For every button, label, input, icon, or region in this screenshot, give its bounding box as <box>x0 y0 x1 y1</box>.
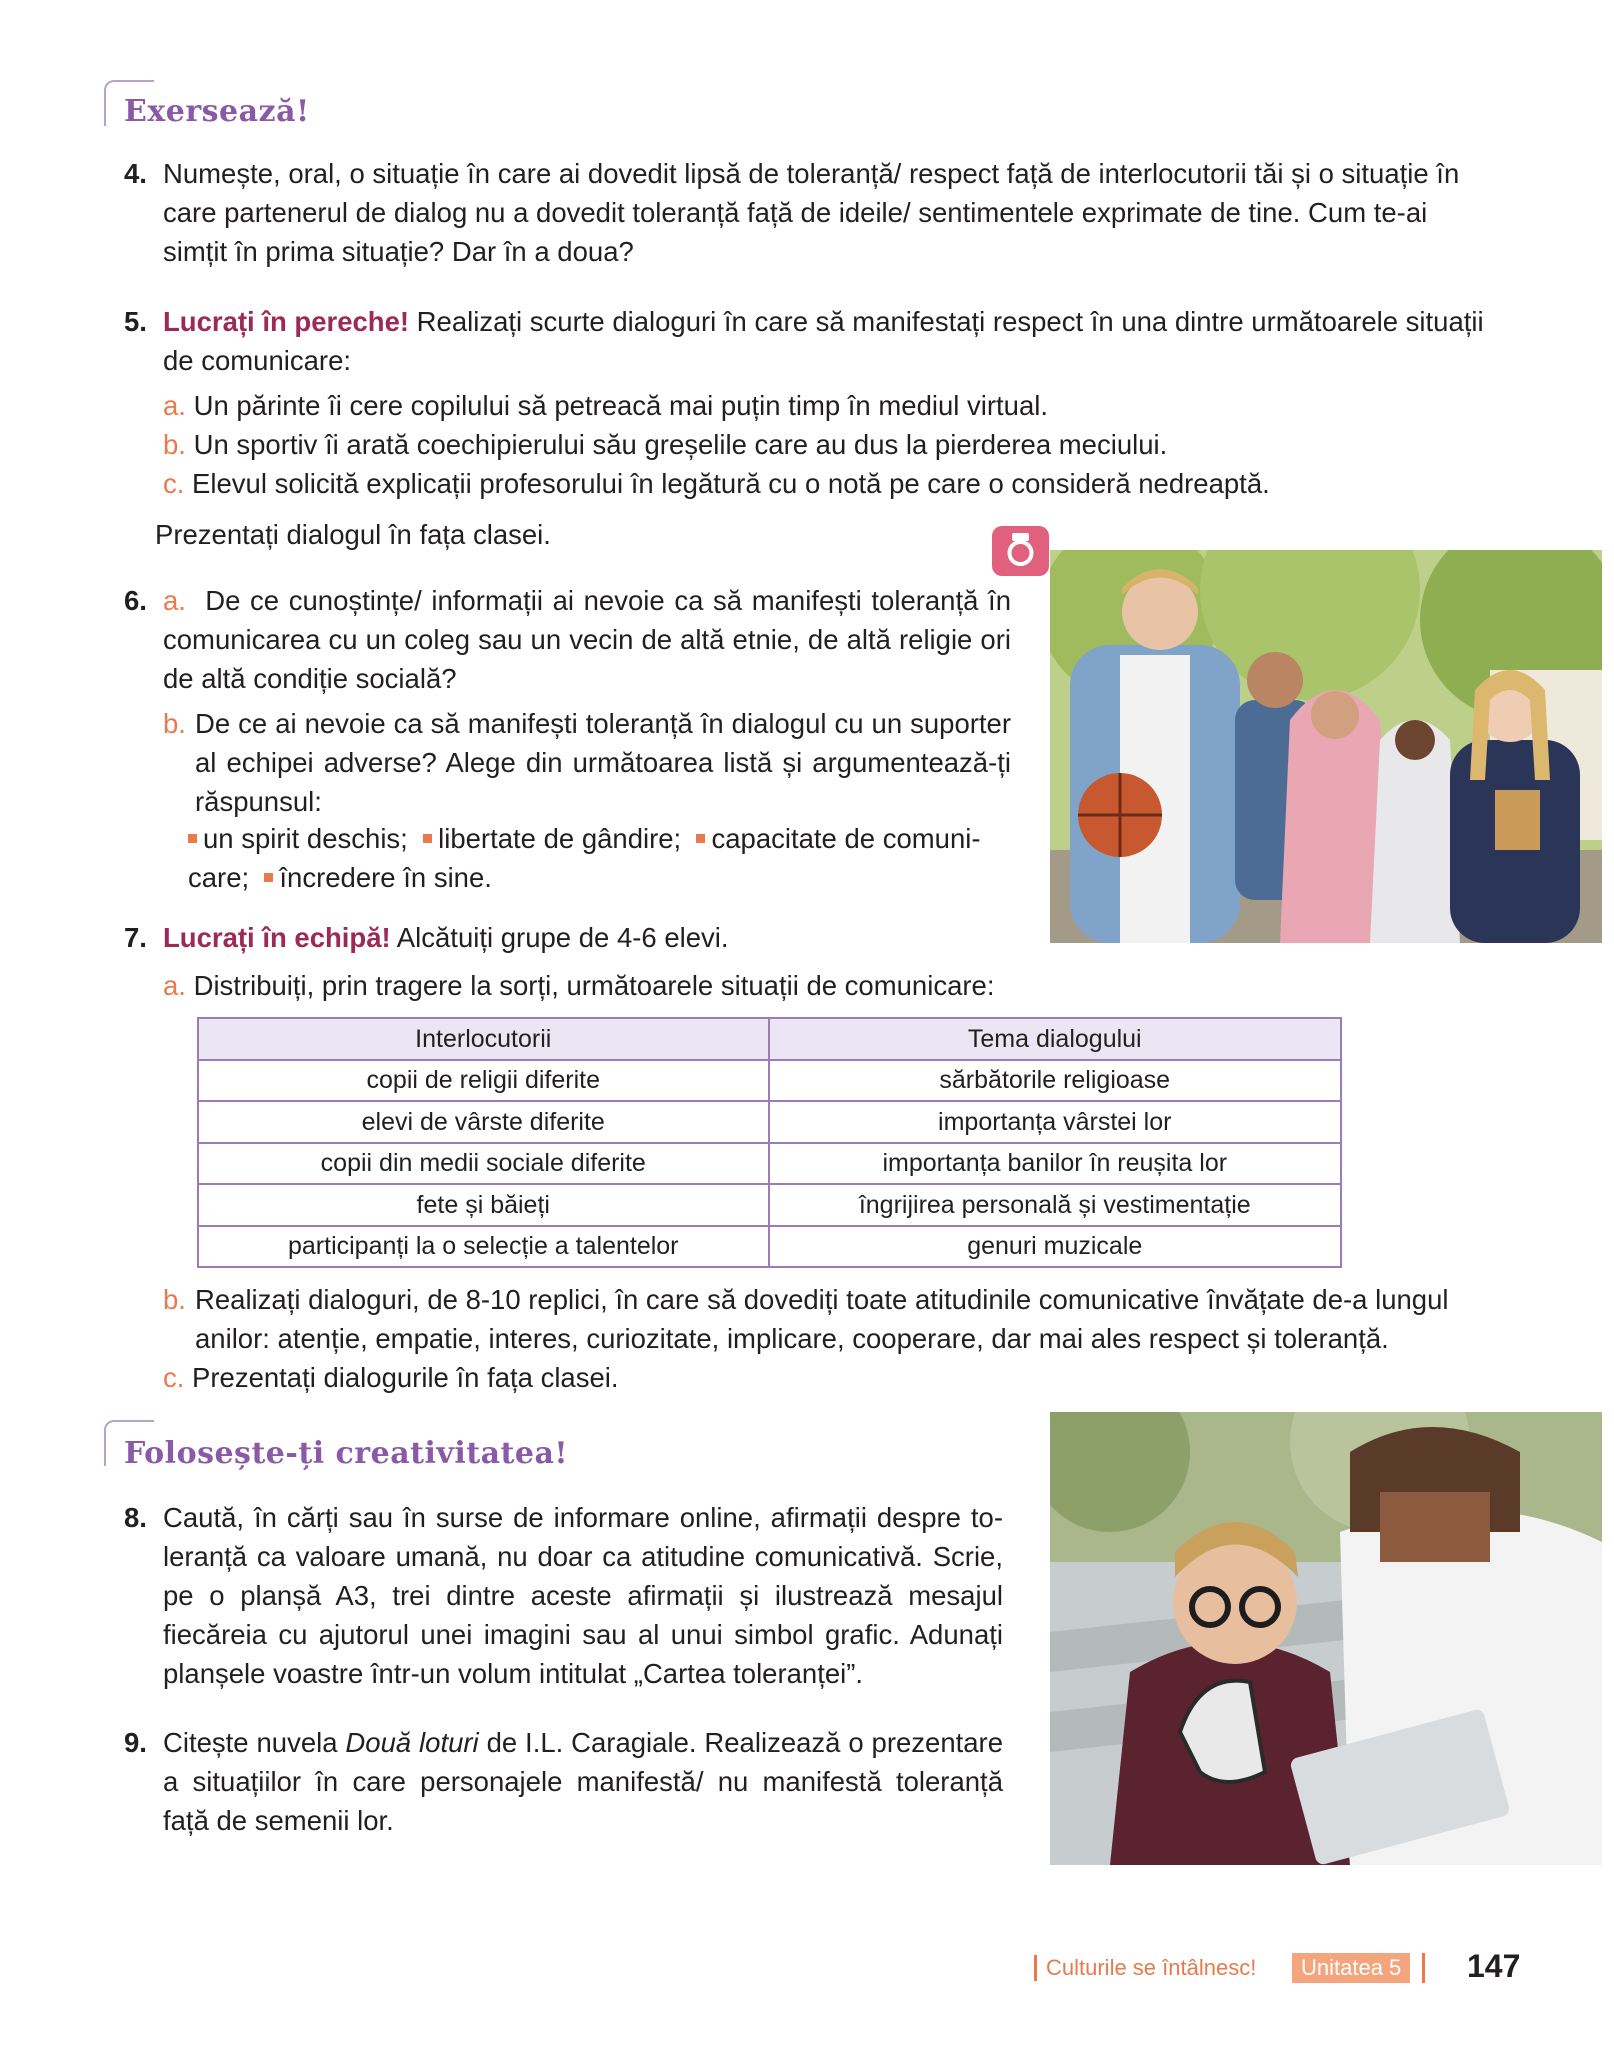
camera-icon <box>992 526 1049 576</box>
option: încredere în sine. <box>279 862 492 893</box>
bullet <box>264 873 273 882</box>
option: libertate de gândire; <box>438 823 682 854</box>
exercise-7b <box>195 1280 1449 1358</box>
table-cell: copii din medii sociale diferite <box>198 1143 769 1185</box>
table-row <box>198 1101 1341 1143</box>
item-letter: a. <box>163 970 186 1001</box>
item-letter: a. <box>163 585 186 616</box>
table-cell: îngrijirea personală și vestimentație <box>769 1184 1341 1226</box>
exercise-8-text <box>163 1498 1003 1693</box>
item-text: Distribuiți, prin tragere la sorți, următoarele situații de comunicare: <box>193 970 995 1001</box>
exercise-6a <box>163 581 1011 698</box>
exercise-8-number: 8. <box>124 1502 147 1533</box>
exercise-6a-line: comunicarea cu un coleg sau un vecin de altă etnie, de altă religie ori <box>163 624 1011 655</box>
column-header: Interlocutorii <box>198 1018 769 1060</box>
exercise-4-text <box>163 154 1495 271</box>
footer-badge-edge <box>1422 1953 1425 1983</box>
exercise-9-number: 9. <box>124 1727 147 1758</box>
exercise-6-number: 6. <box>124 585 147 616</box>
exercise-6b <box>195 704 1011 821</box>
exercise-8-line: Caută, în cărți sau în surse de informare online, afirmații despre to- <box>163 1502 1003 1533</box>
table-cell: importanța vârstei lor <box>769 1101 1341 1143</box>
exercise-8-line: leranță ca valoare umană, nu doar ca atitudine comunicativă. Scrie, <box>163 1541 1003 1572</box>
exercise-5-items <box>163 386 1270 503</box>
table-header-row <box>198 1018 1341 1060</box>
exercise-5-text <box>163 302 1484 380</box>
option: capacitate de comuni- <box>711 823 981 854</box>
exercise-6b-line: răspunsul: <box>195 786 322 817</box>
exercise-9-intro-end: de I.L. Caragiale. Realizează o prezentare <box>478 1727 1004 1758</box>
page-number: 147 <box>1467 1948 1521 1984</box>
exercise-6-options <box>188 819 981 897</box>
exercise-9-line: a situațiilor în care personajele manifestă/ nu manifestă toleranță <box>163 1766 1003 1797</box>
exercise-7b-line: anilor: atenție, empatie, interes, curiozitate, implicare, cooperare, dar mai ales respect și toleranță. <box>195 1323 1389 1354</box>
table-row <box>198 1060 1341 1102</box>
exercise-4-line: Numește, oral, o situație în care ai dovedit lipsă de toleranță/ respect față de interlocutorii tăi și o situație în <box>163 158 1460 189</box>
item-text: De ce cunoștințe/ informații ai nevoie ca să manifești toleranță în <box>205 585 1011 616</box>
table-cell: genuri muzicale <box>769 1226 1341 1268</box>
novel-title: Două loturi <box>345 1727 479 1758</box>
boys-illustration <box>1050 1412 1602 1865</box>
exercise-5-number: 5. <box>124 306 147 337</box>
item-letter: a. <box>163 390 186 421</box>
exercise-4-number: 4. <box>124 158 147 189</box>
table-cell: elevi de vârste diferite <box>198 1101 769 1143</box>
list-item <box>163 425 1270 464</box>
creativity-heading: Folosește-ți creativitatea! <box>124 1436 569 1471</box>
item-text: Prezentați dialogurile în fața clasei. <box>192 1362 619 1393</box>
exercise-8-line: fiecăreia cu ajutorul unei imagini sau al unui simbol grafic. Adunați <box>163 1619 1003 1650</box>
exercise-4-line: care partenerul de dialog nu a dovedit toleranță față de ideile/ sentimentele exprimate de tine. Cum te-ai <box>163 197 1428 228</box>
exercise-7-number: 7. <box>124 922 147 953</box>
exercise-8-line: planșele voastre într-un volum intitulat „Cartea toleranței”. <box>163 1658 864 1689</box>
exercise-6b-letter <box>163 704 186 743</box>
option: un spirit deschis; <box>203 823 408 854</box>
item-letter: b. <box>163 1284 186 1315</box>
exercise-5-instruction-end: de comunicare: <box>163 345 352 376</box>
students-photo <box>1050 550 1602 943</box>
exercise-6a-line: de altă condiție socială? <box>163 663 457 694</box>
situations-table <box>197 1017 1342 1268</box>
footer-chapter: Culturile se întâlnesc! <box>1046 1955 1257 1980</box>
exercise-7c <box>163 1358 619 1397</box>
item-text: Un părinte îi cere copilului să petreacă mai puțin timp în mediul virtual. <box>193 390 1049 421</box>
exercise-8-line: pe o planșă A3, trei dintre aceste afirmații și ilustrează mesajul <box>163 1580 1003 1611</box>
item-letter: c. <box>163 1362 185 1393</box>
bullet <box>423 834 432 843</box>
table-row <box>198 1184 1341 1226</box>
table-cell: copii de religii diferite <box>198 1060 769 1102</box>
exercise-7-intro <box>163 918 729 957</box>
exercise-5-instruction: Realizați scurte dialoguri în care să manifestați respect în una dintre următoarele situații <box>409 306 1484 337</box>
bullet <box>188 834 197 843</box>
exercise-7b-letter <box>163 1280 186 1319</box>
pair-work-label: Lucrați în pereche! <box>163 306 410 337</box>
item-text: Un sportiv îi arată coechipierului său greșelile care au dus la pierderea meciului. <box>193 429 1168 460</box>
table-row <box>198 1143 1341 1185</box>
practice-heading: Exersează! <box>124 94 310 129</box>
exercise-5-closing: Prezentați dialogul în fața clasei. <box>155 519 551 550</box>
table-cell: participanți la o selecție a talentelor <box>198 1226 769 1268</box>
exercise-9-intro: Citește nuvela <box>163 1727 346 1758</box>
exercise-7b-line: Realizați dialoguri, de 8-10 replici, în care să dovediți toate atitudinile comunicative învățate de-a lungul <box>195 1284 1449 1315</box>
column-header: Tema dialogului <box>769 1018 1341 1060</box>
exercise-7a <box>163 966 994 1005</box>
item-letter: b. <box>163 429 186 460</box>
team-work-label: Lucrați în echipă! <box>163 922 391 953</box>
option: care; <box>188 862 250 893</box>
exercise-6b-line: De ce ai nevoie ca să manifești toleranță în dialogul cu un suporter <box>195 708 1011 739</box>
exercise-6b-line: al echipei adverse? Alege din următoarea listă și argumentează-ți <box>195 747 1011 778</box>
list-item <box>163 464 1270 503</box>
bullet <box>696 834 705 843</box>
exercise-9-line: față de semenii lor. <box>163 1805 394 1836</box>
table-cell: importanța banilor în reușita lor <box>769 1143 1341 1185</box>
exercise-4-line: simțit în prima situație? Dar în a doua? <box>163 236 634 267</box>
footer-unit-badge: Unitatea 5 <box>1292 1953 1410 1983</box>
exercise-9-text <box>163 1723 1003 1840</box>
item-text: Elevul solicită explicații profesorului în legătură cu o notă pe care o consideră nedreaptă. <box>192 468 1270 499</box>
students-illustration <box>1050 550 1602 943</box>
list-item <box>163 386 1270 425</box>
item-letter: c. <box>163 468 185 499</box>
exercise-6a-line <box>163 581 1011 620</box>
boys-headphones-photo <box>1050 1412 1602 1865</box>
footer-divider <box>1034 1955 1037 1981</box>
item-letter: b. <box>163 708 186 739</box>
table-cell: fete și băieți <box>198 1184 769 1226</box>
table-cell: sărbătorile religioase <box>769 1060 1341 1102</box>
exercise-7-instruction: Alcătuiți grupe de 4-6 elevi. <box>390 922 729 953</box>
table-row <box>198 1226 1341 1268</box>
camera-icon-glyph <box>992 526 1049 576</box>
exercise-9-line <box>163 1723 1003 1762</box>
